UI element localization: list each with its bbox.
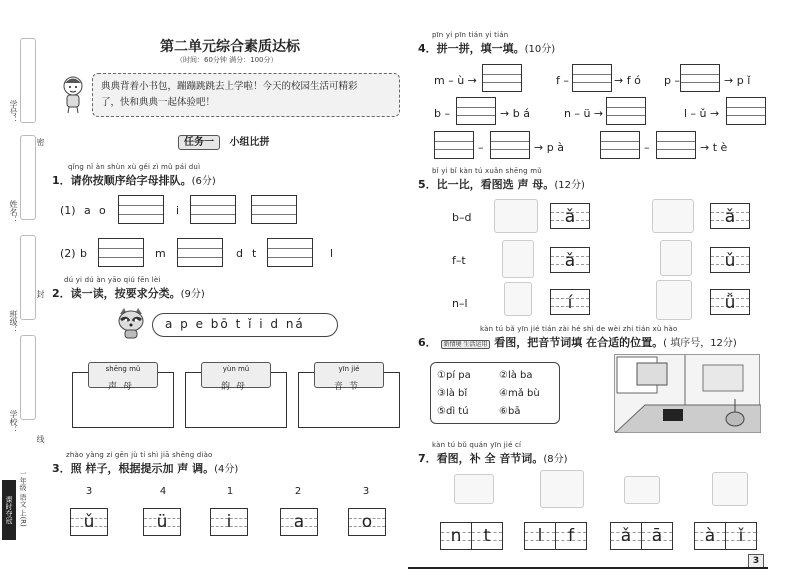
q6-option-2: ②là ba [499, 370, 533, 381]
cut-char-2: 封 [36, 290, 45, 298]
q2-head-syllables: yīn jié 音节 [314, 362, 384, 388]
q4-box-7[interactable] [434, 131, 474, 159]
q1-answer-box-4[interactable] [98, 238, 144, 267]
q4-box-5[interactable] [606, 97, 646, 125]
q1-letter-t: t [252, 247, 257, 260]
q4-box-3[interactable] [680, 64, 720, 92]
q3-cell-5[interactable]: o [348, 508, 386, 536]
q6-option-5: ⑤dì tú [437, 406, 469, 417]
q4-r1-f: f – [556, 74, 569, 87]
brand-badge: 课时夺冠 [2, 480, 16, 540]
task-header [178, 133, 269, 148]
q3-tone-1: 3 [85, 486, 93, 497]
q4-pinyin: pīn yi pīn tián yi tián [432, 31, 509, 39]
binding-sidebar [0, 0, 45, 588]
intro-line-2: 了，快和典典一起体验吧！ [101, 97, 216, 108]
q4-r2-b: b – [434, 107, 450, 120]
q1-letter-b: b [80, 247, 87, 260]
intro-box [92, 73, 400, 117]
pagoda-image [502, 240, 534, 278]
q1-pinyin: qǐng nǐ àn shùn xù gěi zì mǔ pái duì [68, 163, 201, 171]
intro-line-1: 典典背着小书包，蹦蹦跳跳去上学啦！今天的校园生活可精彩 [101, 81, 358, 92]
q2-prompt: 2．读一读，按要求分类。(9分) [52, 287, 205, 300]
drum-kid-image [494, 199, 538, 233]
q4-prompt: 4．拼一拼，填一填。(10分) [418, 42, 556, 55]
bottom-rule [408, 567, 768, 569]
q4-box-6[interactable] [726, 97, 766, 125]
q3-tone-3: 1 [226, 486, 234, 497]
q5-pair-bd: b–d [452, 211, 472, 224]
q6-option-3: ③là bǐ [437, 388, 468, 399]
q1-letter-o: o [99, 204, 106, 217]
q4-r3-te: → t è [700, 141, 728, 154]
island-image [454, 474, 494, 504]
q4-r3-dash1: – [478, 141, 484, 154]
name-box[interactable] [20, 135, 36, 220]
page-title: 第二单元综合素质达标 [160, 39, 300, 55]
q6-tag: 新情境 生活运用 [441, 340, 491, 349]
student-number-box[interactable] [20, 38, 36, 123]
q5-cell-2[interactable]: ǎ [710, 203, 750, 229]
q1-letter-m: m [155, 247, 166, 260]
q4-r3-pa: → p à [534, 141, 564, 154]
q7-cell-5[interactable]: ǎ [610, 522, 642, 550]
q4-r3-dash2: – [644, 141, 650, 154]
q6-option-6: ⑥bā [499, 406, 521, 417]
q2-bubble: a p e bō t ǐ i d ná [152, 313, 338, 337]
q1-answer-box-5[interactable] [177, 238, 223, 267]
q7-prompt: 7．看图，补 全 音节词。(8分) [418, 452, 568, 465]
name-label: 姓名： [9, 200, 18, 224]
task-label: 任务一 [178, 135, 220, 150]
q1-row2-label: (2) [60, 247, 76, 260]
q5-cell-3[interactable]: ǎ [550, 247, 590, 273]
q7-cell-8[interactable]: ǐ [725, 522, 757, 550]
q4-r2-nu: n – ü → [564, 107, 604, 120]
megaphone-image [624, 476, 660, 504]
page-number: 3 [748, 554, 764, 568]
q5-prompt: 5．比一比，看图选 声 母。(12分) [418, 178, 585, 191]
q1-letter-l: l [330, 247, 334, 260]
q5-pair-ft: f–t [452, 254, 466, 267]
q2-head-finals: yùn mǔ 韵母 [201, 362, 271, 388]
q4-r1-pi: → p ǐ [724, 74, 751, 87]
teacher-student-image [540, 470, 584, 508]
q1-prompt: 1．请你按顺序给字母排队。(6分) [52, 174, 216, 187]
q7-cell-4[interactable]: f [555, 522, 587, 550]
q1-answer-box-1[interactable] [118, 195, 164, 224]
q3-cell-4[interactable]: a [280, 508, 318, 536]
mascot-icon [58, 74, 88, 114]
q1-letter-d: d [236, 247, 243, 260]
q4-r1-p: p – [664, 74, 680, 87]
grade-label: 一年级 语文 上(R) [19, 470, 27, 527]
q5-pinyin: bǐ yi bǐ kàn tú xuǎn shēng mǔ [432, 167, 542, 175]
q7-pinyin: kàn tú bǔ quán yīn jié cí [432, 441, 522, 449]
q4-box-1[interactable] [482, 64, 522, 92]
student-number-label: 学号： [9, 100, 18, 124]
q1-letter-a: a [84, 204, 91, 217]
raccoon-icon [114, 306, 148, 340]
q7-cell-7[interactable]: à [694, 522, 726, 550]
q7-cell-3[interactable]: l [524, 522, 556, 550]
q6-option-4: ④mǎ bù [499, 388, 540, 399]
q3-tone-2: 4 [159, 486, 167, 497]
q7-cell-2[interactable]: t [471, 522, 503, 550]
q1-answer-box-2[interactable] [190, 195, 236, 224]
q4-box-10[interactable] [656, 131, 696, 159]
cut-char-1: 密 [36, 138, 45, 146]
q4-r2-lu: l – ǔ → [684, 107, 720, 120]
q6-option-1: ①pí pa [437, 370, 471, 381]
page-subtitle: （时间：60分钟 满分：100分） [176, 56, 278, 64]
class-box[interactable] [20, 235, 36, 320]
school-box[interactable] [20, 335, 36, 420]
q6-options-box [430, 362, 560, 424]
q4-box-8[interactable] [490, 131, 530, 159]
task-name: 小组比拼 [229, 137, 270, 148]
q6-prompt: 6． 新情境 生活运用 看图，把音节词填 在合适的位置。( 填序号，12分) [418, 336, 737, 349]
q4-box-9[interactable] [600, 131, 640, 159]
q5-cell-5[interactable]: í [550, 289, 590, 315]
q2-head-initials: shēng mǔ 声母 [88, 362, 158, 388]
q3-tone-5: 3 [362, 486, 370, 497]
q3-cell-1[interactable]: ǔ [70, 508, 108, 536]
q6-pinyin: kàn tú bǎ yīn jié tián zài hé shì de wèi zhi tián xù hào [480, 325, 678, 333]
q3-cell-2[interactable]: ü [143, 508, 181, 536]
q4-r1-mu: m – ù → [434, 74, 477, 87]
q5-cell-1[interactable]: ǎ [550, 203, 590, 229]
q1-answer-box-6[interactable] [267, 238, 313, 267]
q4-r2-ba: → b á [500, 107, 530, 120]
q4-box-2[interactable] [572, 64, 612, 92]
q7-cell-1[interactable]: n [440, 522, 472, 550]
q3-tone-4: 2 [294, 486, 302, 497]
q7-cell-6[interactable]: ā [641, 522, 673, 550]
pear-image [504, 282, 532, 316]
q5-cell-4[interactable]: ǔ [710, 247, 750, 273]
q3-prompt: 3．照 样子，根据提示加 声 调。(4分) [52, 462, 239, 475]
girl-image [656, 280, 692, 320]
q1-letter-i: i [176, 204, 180, 217]
q5-cell-6[interactable]: ǚ [710, 289, 750, 315]
q3-pinyin: zhào yàng zi gēn jù tí shì jiā shēng diào [66, 451, 213, 459]
q4-r1-fo: → f ó [614, 74, 641, 87]
cut-char-3: 线 [36, 435, 45, 443]
class-label: 班级： [9, 310, 18, 334]
q2-pinyin: dú yi dú àn yāo qiú fēn lèi [64, 276, 161, 284]
sack-image [712, 472, 748, 506]
q5-pair-nl: n–l [452, 297, 468, 310]
q1-row1-label: (1) [60, 204, 76, 217]
q4-box-4[interactable] [456, 97, 496, 125]
school-label: 学校： [9, 410, 18, 434]
archery-target-image [652, 199, 694, 233]
q1-answer-box-3[interactable] [251, 195, 297, 224]
q3-cell-3[interactable]: i [210, 508, 248, 536]
classroom-image [614, 354, 760, 432]
axe-image [660, 240, 692, 276]
